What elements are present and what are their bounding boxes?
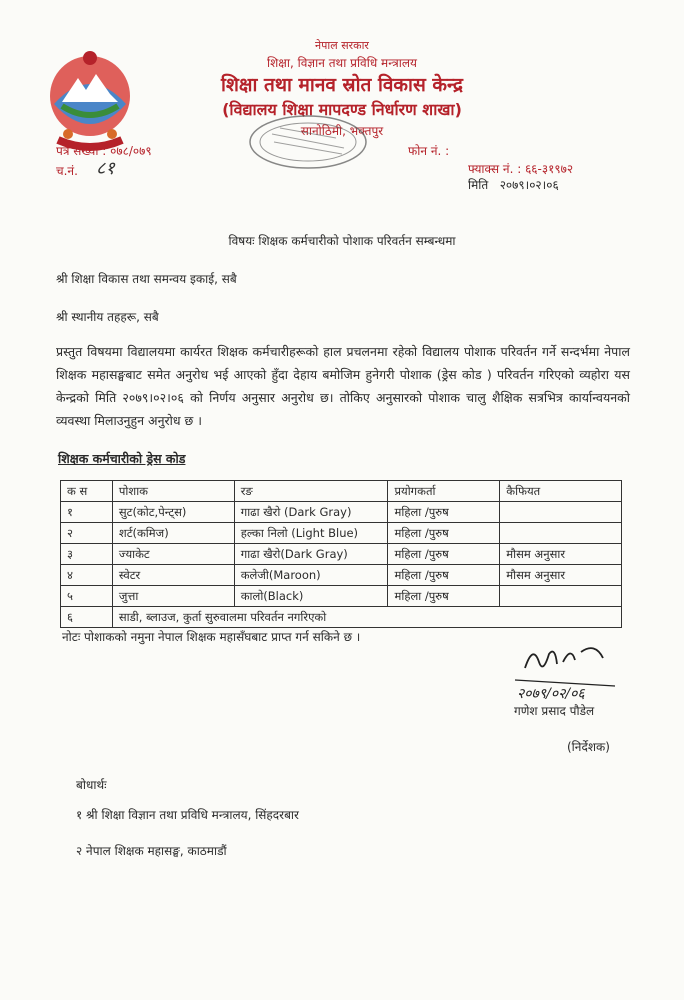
table-row — [61, 586, 622, 607]
dispatch-label: च.नं. — [56, 164, 78, 178]
cc-item: २ नेपाल शिक्षक महासङ्घ, काठमाडौं — [76, 844, 227, 858]
signer-name: गणेश प्रसाद पौडेल — [514, 704, 595, 718]
cell-user: महिला /पुरुष — [388, 523, 500, 544]
header-sn: क स — [61, 481, 113, 502]
office-location: सानोठिमी, भक्तपुर — [300, 124, 384, 138]
cell-user: महिला /पुरुष — [388, 502, 500, 523]
government-name: नेपाल सरकार — [315, 39, 369, 52]
header-user: प्रयोगकर्ता — [388, 481, 500, 502]
cell-remarks — [500, 502, 622, 523]
cc-label: बोधार्थः — [76, 778, 107, 792]
cell-color: गाढा खैरो(Dark Gray) — [234, 544, 388, 565]
center-name: शिक्षा तथा मानव स्रोत विकास केन्द्र — [221, 74, 463, 96]
table-row — [61, 502, 622, 523]
cell-sn: ६ — [61, 607, 113, 628]
cell-note: साडी, ब्लाउज, कुर्ता सुरुवालमा परिवर्तन नगरिएको — [112, 607, 621, 628]
cell-sn: ४ — [61, 565, 113, 586]
table-row — [61, 607, 622, 628]
letter-date — [468, 176, 559, 193]
dress-code-title: शिक्षक कर्मचारीको ड्रेस कोड — [58, 451, 186, 466]
header-color: रङ — [234, 481, 388, 502]
cell-sn: २ — [61, 523, 113, 544]
cell-remarks — [500, 586, 622, 607]
cell-color: कालो(Black) — [234, 586, 388, 607]
date-value: २०७९।०२।०६ — [499, 178, 559, 192]
recipient-1: श्री शिक्षा विकास तथा समन्वय इकाई, सबै — [56, 272, 237, 286]
svg-text:२०७९/०२/०६: २०७९/०२/०६ — [517, 686, 585, 700]
cell-dress: सुट(कोट,पेन्ट्स) — [112, 502, 234, 523]
header-dress: पोशाक — [112, 481, 234, 502]
phone-label: फोन नं. : — [408, 144, 450, 158]
date-label: मिति — [468, 178, 489, 192]
cell-user: महिला /पुरुष — [388, 544, 500, 565]
signer-designation: (निर्देशक) — [567, 740, 610, 754]
table-note: नोटः पोशाकको नमुना नेपाल शिक्षक महासँघबाट प्राप्त गर्न सकिने छ । — [62, 630, 361, 644]
reference-number: पत्र संख्या : ०७८/०७९ — [56, 144, 152, 158]
letter-subject: विषयः शिक्षक कर्मचारीको पोशाक परिवर्तन सम्बन्धमा — [228, 234, 456, 248]
cell-dress: स्वेटर — [112, 565, 234, 586]
cell-color: हल्का निलो (Light Blue) — [234, 523, 388, 544]
table-row — [61, 523, 622, 544]
dress-code-table — [60, 480, 622, 628]
cell-color: कलेजी(Maroon) — [234, 565, 388, 586]
cell-user: महिला /पुरुष — [388, 586, 500, 607]
fax-number: फ्याक्स नं. : ६६-३१९७२ — [468, 162, 574, 176]
office-stamp — [246, 112, 370, 172]
cell-user: महिला /पुरुष — [388, 565, 500, 586]
table-row — [61, 544, 622, 565]
letter-body: प्रस्तुत विषयमा विद्यालयमा कार्यरत शिक्षक कर्मचारीहरूको हाल प्रचलनमा रहेको विद्यालय पोशाक परिवर्तन गर्ने सन्दर्भमा नेपाल शिक्षक महासङ्घबाट समेत अनुरोध भई आएको हुँदा देहाय बमोजिम हुनेगरी पोशाक (ड्रेस कोड ) परिवर्तन गरिएको व्यहोरा यस केन्द्रको मिति २०७९।०२।०६ को निर्णय अनुसार अनुरोध छ। तोकिए अनुसारको पोशाक चालु शैक्षिक सत्रभित्र कार्यान्वयनको व्यवस्था मिलाउनुहुन अनुरोध छ । — [56, 344, 630, 428]
cell-remarks: मौसम अनुसार — [500, 565, 622, 586]
cell-dress: ज्याकेट — [112, 544, 234, 565]
table-header-row — [61, 481, 622, 502]
cell-sn: ३ — [61, 544, 113, 565]
cell-remarks — [500, 523, 622, 544]
recipient-2: श्री स्थानीय तहहरू, सबै — [56, 310, 159, 324]
cell-remarks: मौसम अनुसार — [500, 544, 622, 565]
cc-item: १ श्री शिक्षा विज्ञान तथा प्रविधि मन्त्रालय, सिंहदरबार — [76, 808, 299, 822]
cell-sn: ५ — [61, 586, 113, 607]
cell-color: गाढा खैरो (Dark Gray) — [234, 502, 388, 523]
cell-dress: जुत्ता — [112, 586, 234, 607]
table-row — [61, 565, 622, 586]
dispatch-number: ८१ — [96, 158, 115, 179]
cell-dress: शर्ट(कमिज) — [112, 523, 234, 544]
ministry-name: शिक्षा, विज्ञान तथा प्रविधि मन्त्रालय — [267, 56, 417, 70]
handwritten-signature — [505, 640, 625, 700]
header-remarks: कैफियत — [500, 481, 622, 502]
cell-sn: १ — [61, 502, 113, 523]
branch-name: (विद्यालय शिक्षा मापदण्ड निर्धारण शाखा) — [222, 100, 462, 119]
